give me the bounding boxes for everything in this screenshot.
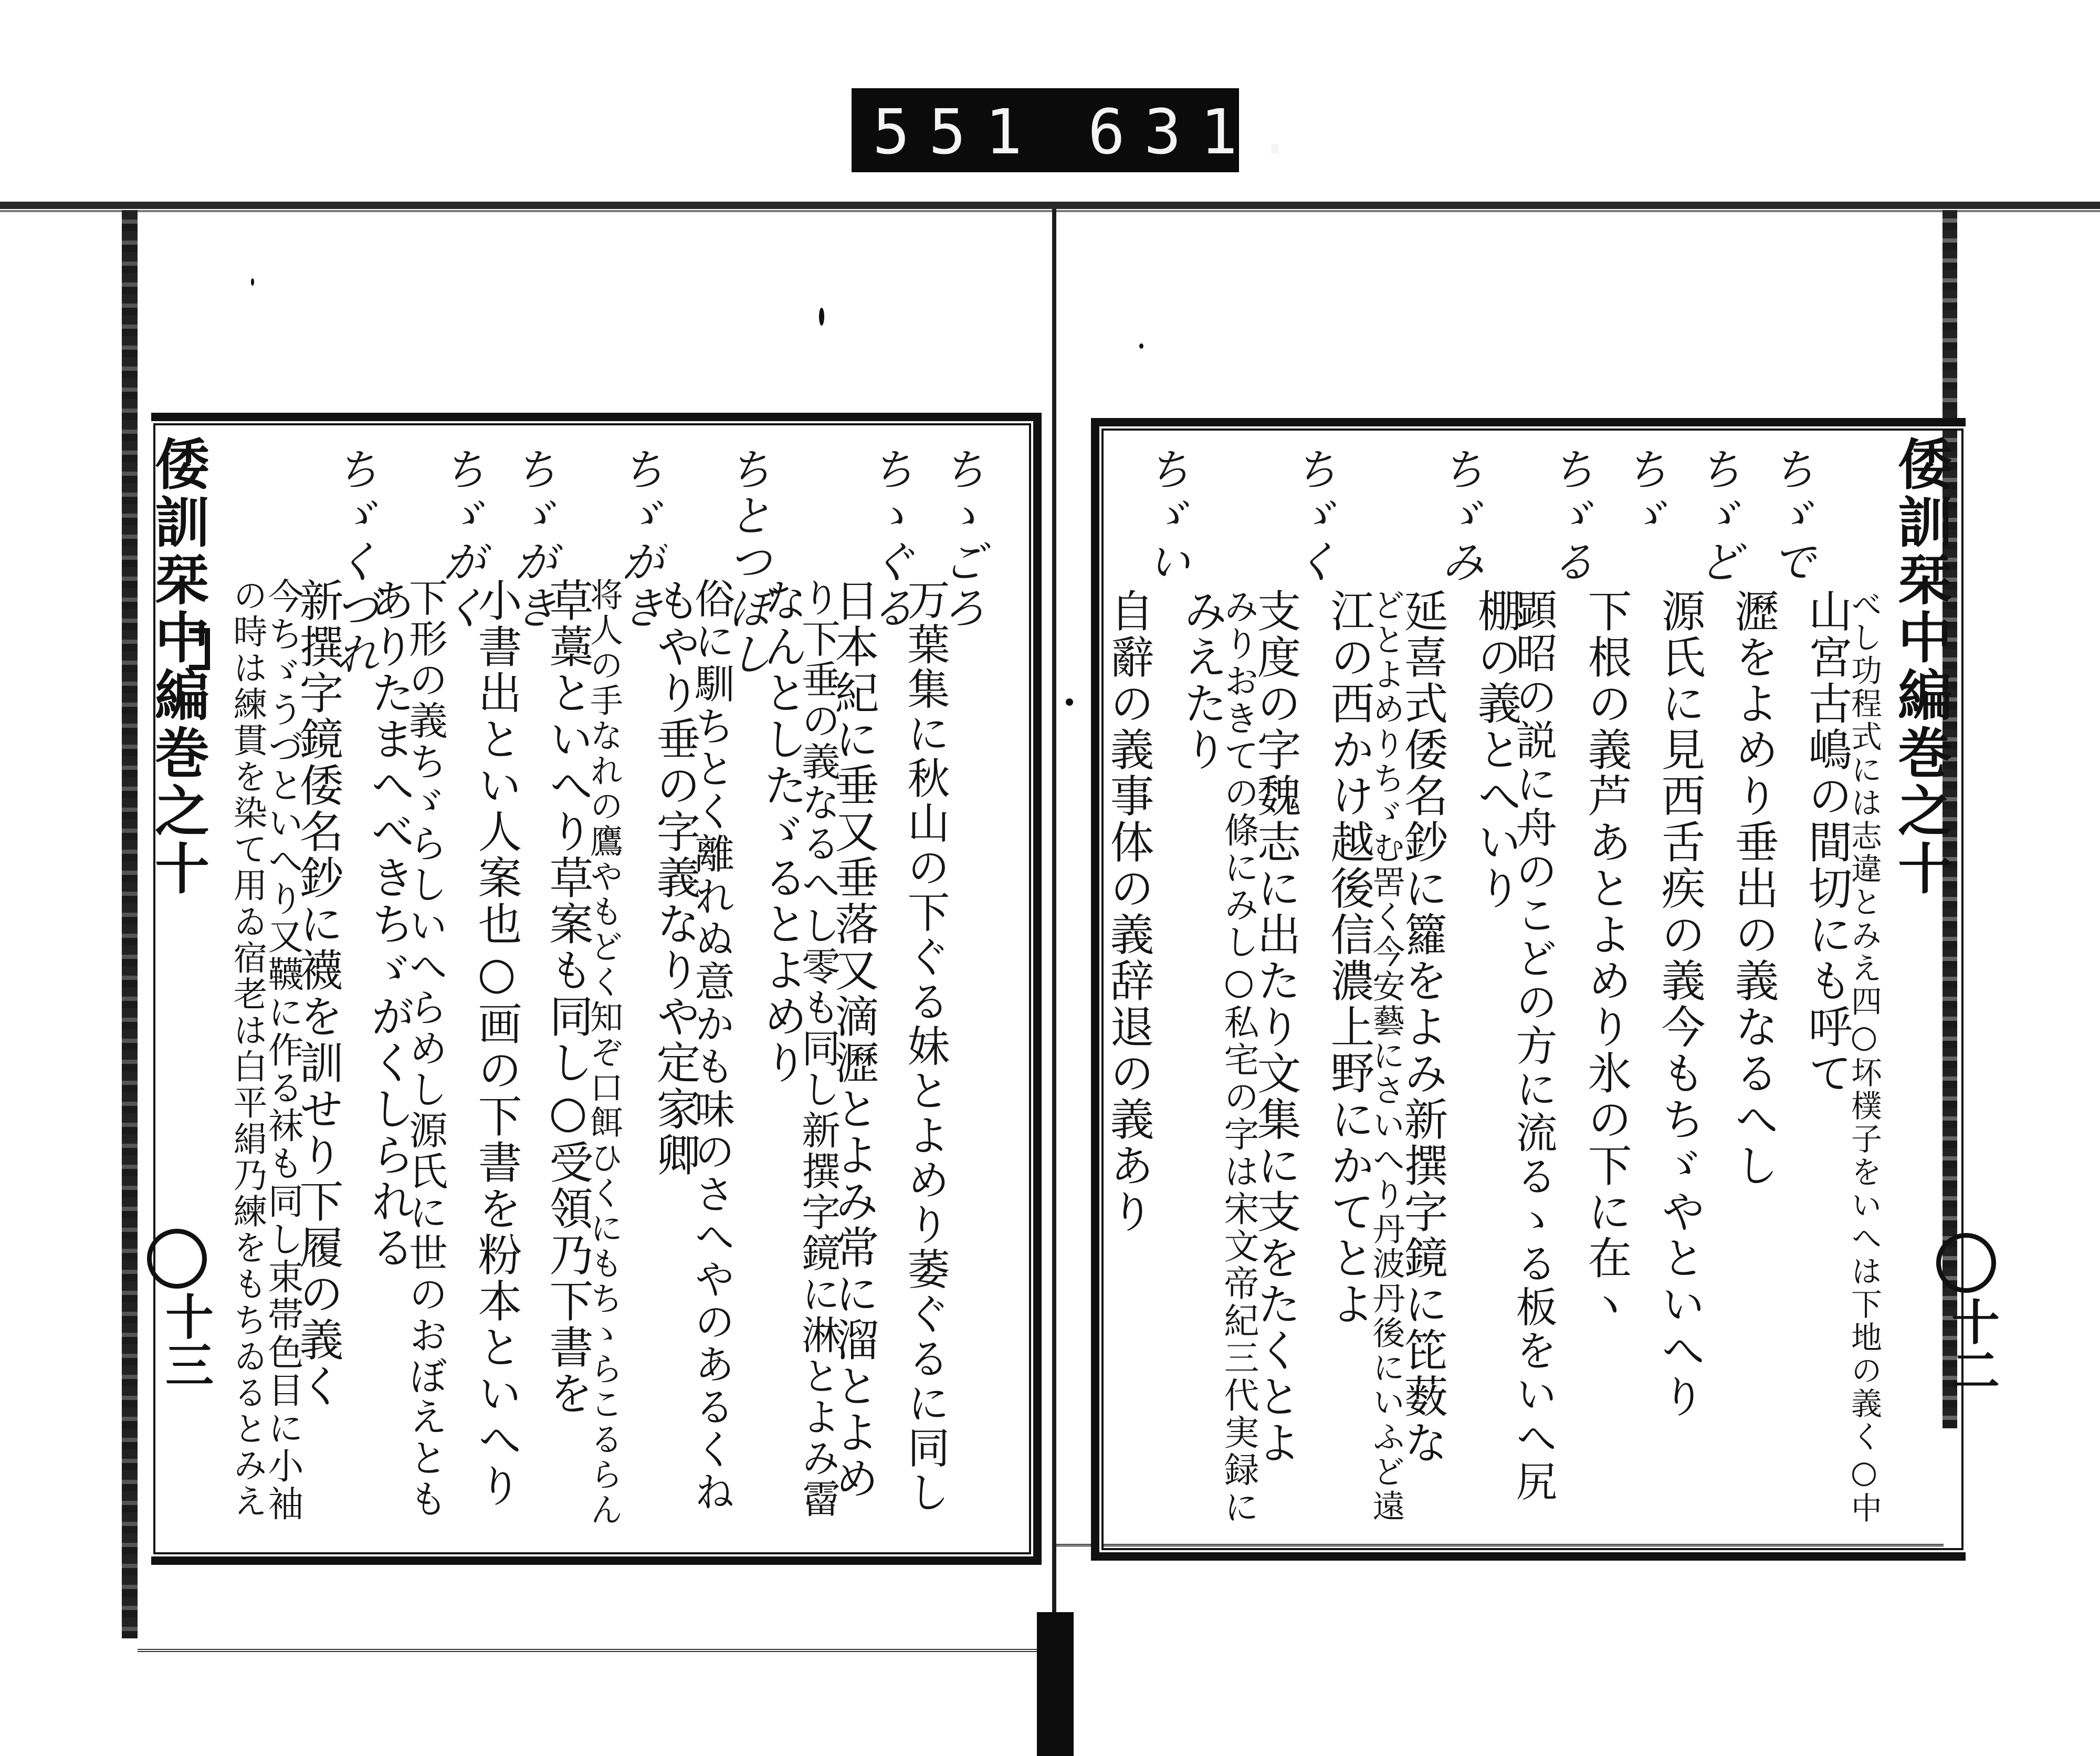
text-column: 下根の義芦あとよめり氷の下に在ヽ <box>1581 588 1632 1328</box>
stamp-right-number: 631. <box>1088 96 1313 168</box>
entry-headword: ちゞくづれ <box>328 446 380 677</box>
book-spine-shadow <box>1037 1612 1074 1756</box>
right-fold-circle <box>1936 1233 1996 1293</box>
entry-headword: ちゝごろ <box>935 446 986 631</box>
text-column: 日本紀に垂又垂落又滴瀝とよみ常に溜とよめ <box>828 578 879 1502</box>
entry-headword: ちゞで <box>1765 446 1816 585</box>
text-column: 将人の手なれの鷹やもどく知ぞ口餌ひくにもちゝらこるらん <box>585 578 623 1528</box>
text-column: 江の西かけ越後信濃上野にかてとよ <box>1324 588 1375 1328</box>
text-column: 顕昭の説に舟のこどの方に流るゝる板をいへ尻 <box>1509 588 1557 1503</box>
entry-headword: ちゞがく <box>435 446 487 631</box>
left-fold-circle <box>147 1229 207 1289</box>
text-column: みりおきての條にみし○私宅の字は宋文帝紀三代実録に <box>1219 588 1259 1526</box>
right-page-folio: 十二 <box>1944 1297 2000 1394</box>
entry-headword: ちゞみ <box>1434 446 1485 585</box>
text-column: 小書出とい人案也○画の下書を粉本といへり <box>471 578 522 1509</box>
text-column: 新撰字鏡倭名鈔に襪を訓せり下履の義く <box>292 578 344 1409</box>
text-column: 瀝をよめり垂出の義なるへし <box>1728 588 1779 1189</box>
text-column: 源氏に見西舌疾の義今もちゞやといへり <box>1654 588 1706 1420</box>
left-page-folio: 十三 <box>158 1292 214 1388</box>
right-page-hashira: 倭訓栞中編巻之十 <box>1888 436 1953 898</box>
text-column: どとよめりちゞむ罟く今安藝にさいへり丹波丹後にいふど遠 <box>1367 588 1405 1524</box>
text-column: 支度の字魏志に出たり文集に支をたくとよ <box>1250 588 1301 1466</box>
stamp-left-number: 551 <box>873 96 1042 168</box>
text-column: 自辭の義事体の義辞退の義あり <box>1103 588 1154 1235</box>
ink-speck <box>251 278 254 286</box>
text-column: り下垂の義なるへし零も同し新撰字鏡に淋とよみ霤 <box>795 578 841 1520</box>
text-column: 棚の義とへいり <box>1471 588 1522 912</box>
entry-headword: ちゞど <box>1691 446 1742 585</box>
text-column: 俗に馴ちとく離れぬ意かも味のさへやのあるくね <box>688 578 734 1513</box>
entry-headword: ちゞる <box>1544 446 1595 585</box>
text-column: 今ちゞうづといへり又韈に作る袜も同し束帯色目に小袖 <box>262 578 303 1523</box>
text-column: 延喜式倭名鈔に籮をよみ新撰字鏡に笓薮な <box>1397 588 1448 1466</box>
ink-speck <box>1066 698 1073 706</box>
left-fold-bracket <box>189 628 210 670</box>
entry-headword: ちとつぼし <box>721 446 772 677</box>
text-column: もやり垂の字義なりや定家卿 <box>649 578 701 1178</box>
text-column: 草藁といへり草案も同し○受領乃下書を <box>542 578 594 1417</box>
text-column: 万葉集に秋山の下ぐる妹とよめり萎ぐるに同し <box>900 578 950 1515</box>
catalogue-stamp <box>852 88 1313 172</box>
entry-headword: ちゞがき <box>507 446 558 631</box>
left-page-hashira: 倭訓栞中編巻之十 <box>145 436 210 898</box>
text-column: べし功程式には志違とみえ四○坏樸子をいへは下地の義く○中 <box>1846 588 1882 1525</box>
ink-speck <box>1139 343 1143 349</box>
text-column: 下形の義ちゞらしいへらめし源氏に世のおぼえとも <box>403 578 448 1520</box>
text-column: ありたまへべきちゞがくしられる <box>364 578 415 1271</box>
left-page-stack-edge <box>122 210 138 1638</box>
text-column: の時は練貫を染て用ゐ宿老は白平絹乃練をもちゐるとみえ <box>227 578 267 1520</box>
book-top-edge-line <box>0 210 2100 212</box>
book-top-edge <box>0 202 2100 209</box>
text-column: 山宮古嶋の間切にも呼て <box>1801 588 1853 1096</box>
entry-headword: ちゞ <box>1618 446 1669 539</box>
ink-speck <box>819 308 824 326</box>
entry-headword: ちゝぐる <box>864 446 915 631</box>
book-gutter <box>1052 209 1056 1756</box>
text-column: なんとしたゞるとよめり <box>757 578 808 1086</box>
entry-headword: ちゞがき <box>614 446 665 631</box>
entry-headword: ちゞい <box>1140 446 1191 585</box>
text-column: みえたり <box>1177 588 1228 773</box>
left-page-bottom-edge <box>138 1607 1046 1652</box>
entry-headword: ちゞく <box>1287 446 1338 585</box>
